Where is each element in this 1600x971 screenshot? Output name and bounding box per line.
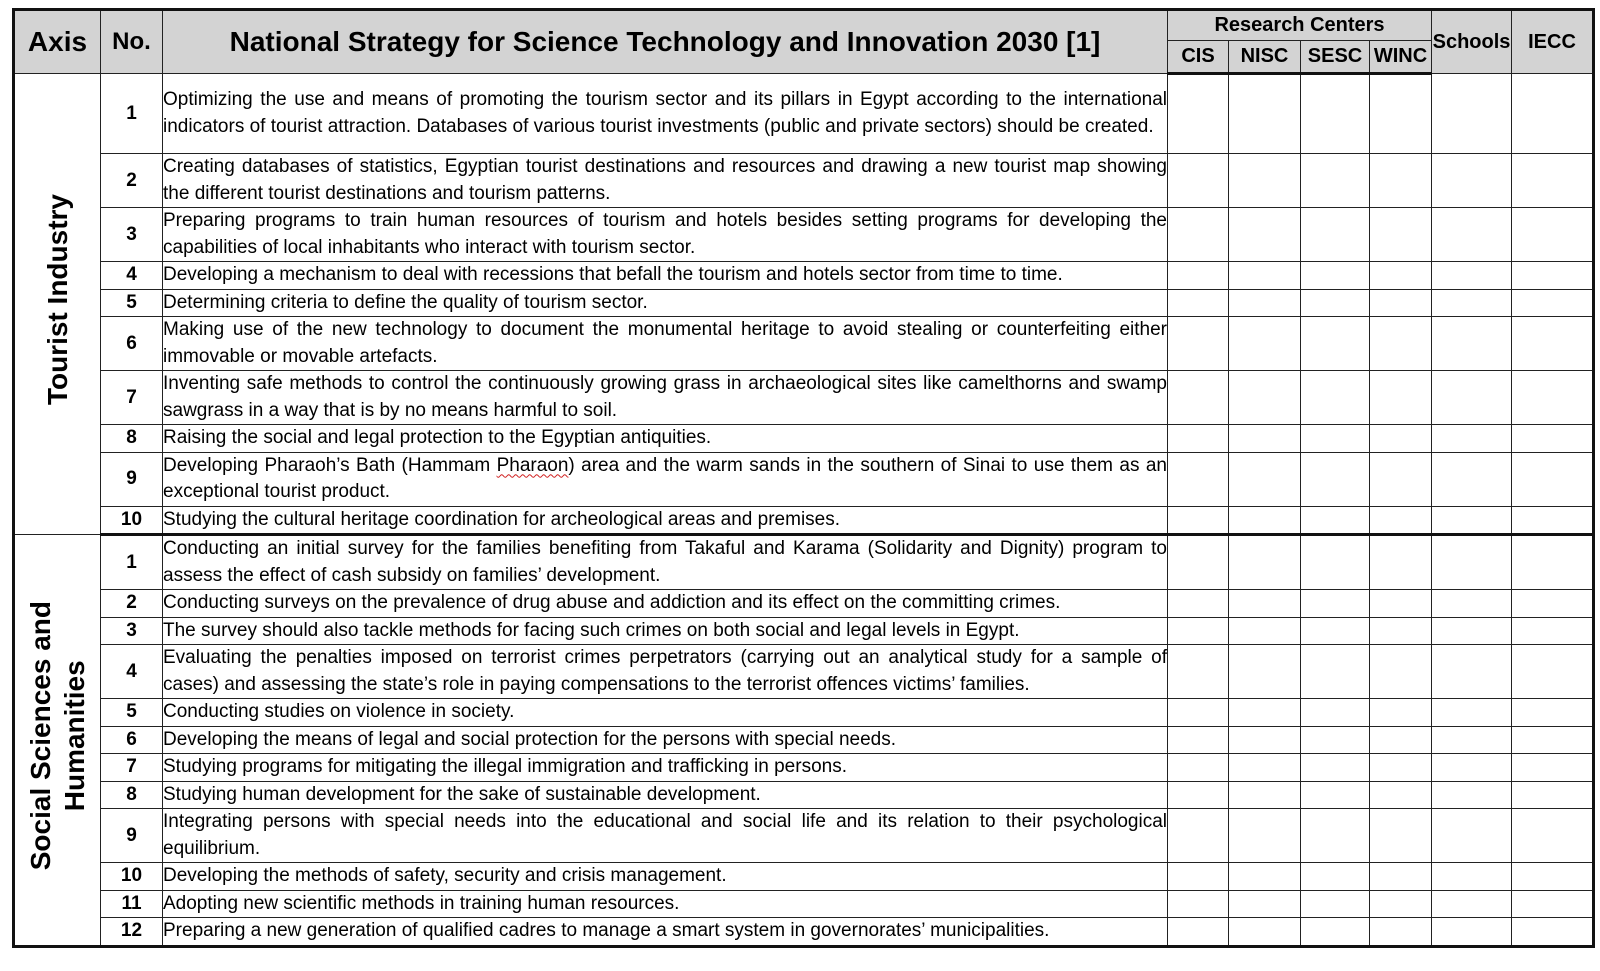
cell-iecc [1512, 699, 1594, 727]
cell-cis [1168, 74, 1229, 154]
cell-nisc [1229, 781, 1301, 809]
row-number: 8 [101, 781, 163, 809]
row-number: 7 [101, 754, 163, 782]
cell-winc [1370, 781, 1432, 809]
table-row [14, 699, 1594, 727]
cell-iecc [1512, 535, 1594, 590]
cell-sesc [1301, 863, 1370, 891]
cell-winc [1370, 371, 1432, 425]
cell-schools [1432, 506, 1512, 535]
row-text: Developing the means of legal and social protection for the persons with special needs. [163, 726, 1168, 754]
cell-schools [1432, 617, 1512, 645]
cell-cis [1168, 208, 1229, 262]
cell-cis [1168, 154, 1229, 208]
axis-cell-tourist-industry [14, 74, 101, 535]
center-header-sesc: SESC [1301, 41, 1370, 74]
cell-winc [1370, 754, 1432, 782]
table-row [14, 726, 1594, 754]
cell-winc [1370, 863, 1432, 891]
strategy-table [12, 8, 1595, 948]
table-row [14, 289, 1594, 317]
cell-sesc [1301, 726, 1370, 754]
center-header-nisc: NISC [1229, 41, 1301, 74]
cell-winc [1370, 425, 1432, 453]
cell-cis [1168, 617, 1229, 645]
row-number: 1 [101, 74, 163, 154]
cell-nisc [1229, 726, 1301, 754]
cell-sesc [1301, 154, 1370, 208]
table-body [14, 74, 1594, 947]
axis-header: Axis [14, 10, 101, 74]
cell-nisc [1229, 590, 1301, 618]
cell-schools [1432, 645, 1512, 699]
cell-winc [1370, 645, 1432, 699]
table-row [14, 74, 1594, 154]
cell-cis [1168, 506, 1229, 535]
row-text [163, 452, 1168, 506]
row-number: 7 [101, 371, 163, 425]
cell-sesc [1301, 371, 1370, 425]
row-number: 12 [101, 918, 163, 947]
cell-iecc [1512, 918, 1594, 947]
strategy-title-header: National Strategy for Science Technology and Innovation 2030 [1] [163, 10, 1168, 74]
cell-schools [1432, 754, 1512, 782]
cell-cis [1168, 918, 1229, 947]
cell-schools [1432, 863, 1512, 891]
cell-winc [1370, 809, 1432, 863]
schools-header: Schools [1432, 10, 1512, 74]
row-number: 5 [101, 289, 163, 317]
row-text: Developing a mechanism to deal with recessions that befall the tourism and hotels sector from time to time. [163, 262, 1168, 290]
table-row [14, 506, 1594, 535]
cell-cis [1168, 371, 1229, 425]
cell-iecc [1512, 617, 1594, 645]
cell-winc [1370, 617, 1432, 645]
row-text: Preparing a new generation of qualified cadres to manage a smart system in governorates’ municipalities. [163, 918, 1168, 947]
table-row [14, 452, 1594, 506]
row-text: Studying the cultural heritage coordination for archeological areas and premises. [163, 506, 1168, 535]
cell-sesc [1301, 617, 1370, 645]
row-text: Conducting studies on violence in society. [163, 699, 1168, 727]
cell-nisc [1229, 154, 1301, 208]
cell-iecc [1512, 317, 1594, 371]
cell-sesc [1301, 262, 1370, 290]
cell-cis [1168, 289, 1229, 317]
center-header-cis: CIS [1168, 41, 1229, 74]
cell-nisc [1229, 74, 1301, 154]
cell-nisc [1229, 809, 1301, 863]
table-row [14, 262, 1594, 290]
cell-cis [1168, 425, 1229, 453]
cell-nisc [1229, 425, 1301, 453]
cell-winc [1370, 154, 1432, 208]
row-text: Making use of the new technology to document the monumental heritage to avoid stealing or counterfeiting either immovable or movable artefacts. [163, 317, 1168, 371]
row-number: 6 [101, 317, 163, 371]
cell-iecc [1512, 781, 1594, 809]
cell-cis [1168, 890, 1229, 918]
cell-iecc [1512, 590, 1594, 618]
iecc-header: IECC [1512, 10, 1594, 74]
row-number: 6 [101, 726, 163, 754]
cell-cis [1168, 452, 1229, 506]
cell-schools [1432, 154, 1512, 208]
cell-cis [1168, 645, 1229, 699]
table-row [14, 425, 1594, 453]
row-text: Studying programs for mitigating the illegal immigration and trafficking in persons. [163, 754, 1168, 782]
cell-nisc [1229, 535, 1301, 590]
cell-winc [1370, 289, 1432, 317]
row-number: 11 [101, 890, 163, 918]
cell-iecc [1512, 425, 1594, 453]
cell-cis [1168, 809, 1229, 863]
table-header [14, 10, 1594, 74]
row-number: 8 [101, 425, 163, 453]
row-text: Determining criteria to define the quality of tourism sector. [163, 289, 1168, 317]
row-number: 9 [101, 809, 163, 863]
cell-winc [1370, 590, 1432, 618]
row-text-part: Developing Pharaoh’s Bath (Hammam [163, 454, 497, 476]
axis-label: Social Sciences and [24, 601, 56, 871]
table-row [14, 317, 1594, 371]
cell-sesc [1301, 918, 1370, 947]
cell-schools [1432, 535, 1512, 590]
table-row [14, 371, 1594, 425]
cell-winc [1370, 452, 1432, 506]
table-row [14, 617, 1594, 645]
cell-cis [1168, 262, 1229, 290]
cell-winc [1370, 699, 1432, 727]
cell-iecc [1512, 863, 1594, 891]
cell-nisc [1229, 208, 1301, 262]
spellcheck-flagged-word: Pharaon [496, 454, 569, 476]
cell-sesc [1301, 452, 1370, 506]
cell-cis [1168, 535, 1229, 590]
cell-sesc [1301, 699, 1370, 727]
row-text: Evaluating the penalties imposed on terrorist crimes perpetrators (carrying out an analytical study for a sample of cases) and assessing the state’s role in paying compensations to the terrorist offences victims’ families. [163, 645, 1168, 699]
cell-schools [1432, 262, 1512, 290]
cell-sesc [1301, 890, 1370, 918]
row-text: Conducting an initial survey for the families benefiting from Takaful and Karama (Solidarity and Dignity) program to assess the effect of cash subsidy on families’ development. [163, 535, 1168, 590]
cell-nisc [1229, 317, 1301, 371]
cell-cis [1168, 863, 1229, 891]
cell-schools [1432, 425, 1512, 453]
row-number: 1 [101, 535, 163, 590]
cell-winc [1370, 918, 1432, 947]
row-number: 4 [101, 262, 163, 290]
table-row [14, 645, 1594, 699]
table-row [14, 535, 1594, 590]
table-row [14, 590, 1594, 618]
cell-iecc [1512, 645, 1594, 699]
table-row [14, 208, 1594, 262]
axis-cell-social-sciences [14, 535, 101, 947]
row-number: 5 [101, 699, 163, 727]
cell-nisc [1229, 617, 1301, 645]
cell-schools [1432, 317, 1512, 371]
row-number: 4 [101, 645, 163, 699]
cell-nisc [1229, 890, 1301, 918]
cell-iecc [1512, 890, 1594, 918]
cell-winc [1370, 535, 1432, 590]
row-text: Adopting new scientific methods in training human resources. [163, 890, 1168, 918]
cell-sesc [1301, 506, 1370, 535]
cell-iecc [1512, 726, 1594, 754]
cell-sesc [1301, 781, 1370, 809]
row-text: The survey should also tackle methods for facing such crimes on both social and legal levels in Egypt. [163, 617, 1168, 645]
cell-sesc [1301, 645, 1370, 699]
row-number: 3 [101, 208, 163, 262]
row-text: Optimizing the use and means of promoting the tourism sector and its pillars in Egypt according to the international indicators of tourist attraction. Databases of various tourist investments (public and private sectors) should be created. [163, 74, 1168, 154]
cell-winc [1370, 726, 1432, 754]
cell-schools [1432, 371, 1512, 425]
cell-schools [1432, 890, 1512, 918]
cell-nisc [1229, 371, 1301, 425]
row-text-part: ) area and the warm sands in the southern of Sinai to use them as an exceptional tourist product. [163, 454, 1167, 502]
table-row [14, 863, 1594, 891]
cell-schools [1432, 699, 1512, 727]
cell-cis [1168, 317, 1229, 371]
strategy-document [12, 8, 1592, 948]
cell-winc [1370, 506, 1432, 535]
row-text: Creating databases of statistics, Egyptian tourist destinations and resources and drawing a new tourist map showing the different tourist destinations and tourism patterns. [163, 154, 1168, 208]
row-number: 10 [101, 506, 163, 535]
cell-nisc [1229, 262, 1301, 290]
row-text: Developing the methods of safety, security and crisis management. [163, 863, 1168, 891]
row-text: Conducting surveys on the prevalence of drug abuse and addiction and its effect on the committing crimes. [163, 590, 1168, 618]
cell-nisc [1229, 863, 1301, 891]
cell-schools [1432, 208, 1512, 262]
cell-winc [1370, 74, 1432, 154]
cell-nisc [1229, 699, 1301, 727]
cell-winc [1370, 208, 1432, 262]
cell-cis [1168, 590, 1229, 618]
cell-nisc [1229, 645, 1301, 699]
table-row [14, 754, 1594, 782]
table-row [14, 890, 1594, 918]
cell-cis [1168, 726, 1229, 754]
cell-sesc [1301, 289, 1370, 317]
cell-nisc [1229, 754, 1301, 782]
cell-schools [1432, 726, 1512, 754]
cell-schools [1432, 74, 1512, 154]
number-header: No. [101, 10, 163, 74]
cell-iecc [1512, 289, 1594, 317]
center-header-winc: WINC [1370, 41, 1432, 74]
cell-winc [1370, 317, 1432, 371]
cell-schools [1432, 289, 1512, 317]
row-text: Integrating persons with special needs into the educational and social life and its relation to their psychological equilibrium. [163, 809, 1168, 863]
row-text: Inventing safe methods to control the continuously growing grass in archaeological sites like camelthorns and swamp sawgrass in a way that is by no means harmful to soil. [163, 371, 1168, 425]
axis-label: Tourist Industry [41, 194, 73, 406]
cell-iecc [1512, 262, 1594, 290]
row-text: Studying human development for the sake of sustainable development. [163, 781, 1168, 809]
cell-sesc [1301, 208, 1370, 262]
row-text: Preparing programs to train human resources of tourism and hotels besides setting programs for developing the capabilities of local inhabitants who interact with tourism sector. [163, 208, 1168, 262]
row-text: Raising the social and legal protection to the Egyptian antiquities. [163, 425, 1168, 453]
cell-sesc [1301, 74, 1370, 154]
cell-sesc [1301, 754, 1370, 782]
cell-sesc [1301, 317, 1370, 371]
row-number: 3 [101, 617, 163, 645]
row-number: 10 [101, 863, 163, 891]
cell-schools [1432, 590, 1512, 618]
row-number: 2 [101, 154, 163, 208]
row-number: 9 [101, 452, 163, 506]
cell-iecc [1512, 74, 1594, 154]
cell-sesc [1301, 535, 1370, 590]
cell-schools [1432, 809, 1512, 863]
cell-cis [1168, 699, 1229, 727]
table-row [14, 809, 1594, 863]
cell-sesc [1301, 590, 1370, 618]
table-row [14, 781, 1594, 809]
cell-iecc [1512, 809, 1594, 863]
cell-iecc [1512, 208, 1594, 262]
cell-iecc [1512, 371, 1594, 425]
table-row [14, 154, 1594, 208]
row-number: 2 [101, 590, 163, 618]
cell-nisc [1229, 452, 1301, 506]
cell-winc [1370, 890, 1432, 918]
cell-cis [1168, 754, 1229, 782]
research-centers-header: Research Centers [1168, 10, 1432, 41]
cell-iecc [1512, 506, 1594, 535]
cell-schools [1432, 918, 1512, 947]
cell-iecc [1512, 154, 1594, 208]
cell-iecc [1512, 754, 1594, 782]
cell-cis [1168, 781, 1229, 809]
cell-winc [1370, 262, 1432, 290]
cell-sesc [1301, 809, 1370, 863]
cell-nisc [1229, 289, 1301, 317]
cell-nisc [1229, 918, 1301, 947]
cell-iecc [1512, 452, 1594, 506]
cell-schools [1432, 452, 1512, 506]
cell-schools [1432, 781, 1512, 809]
axis-label: Humanities [58, 660, 90, 812]
cell-nisc [1229, 506, 1301, 535]
cell-sesc [1301, 425, 1370, 453]
table-row [14, 918, 1594, 947]
